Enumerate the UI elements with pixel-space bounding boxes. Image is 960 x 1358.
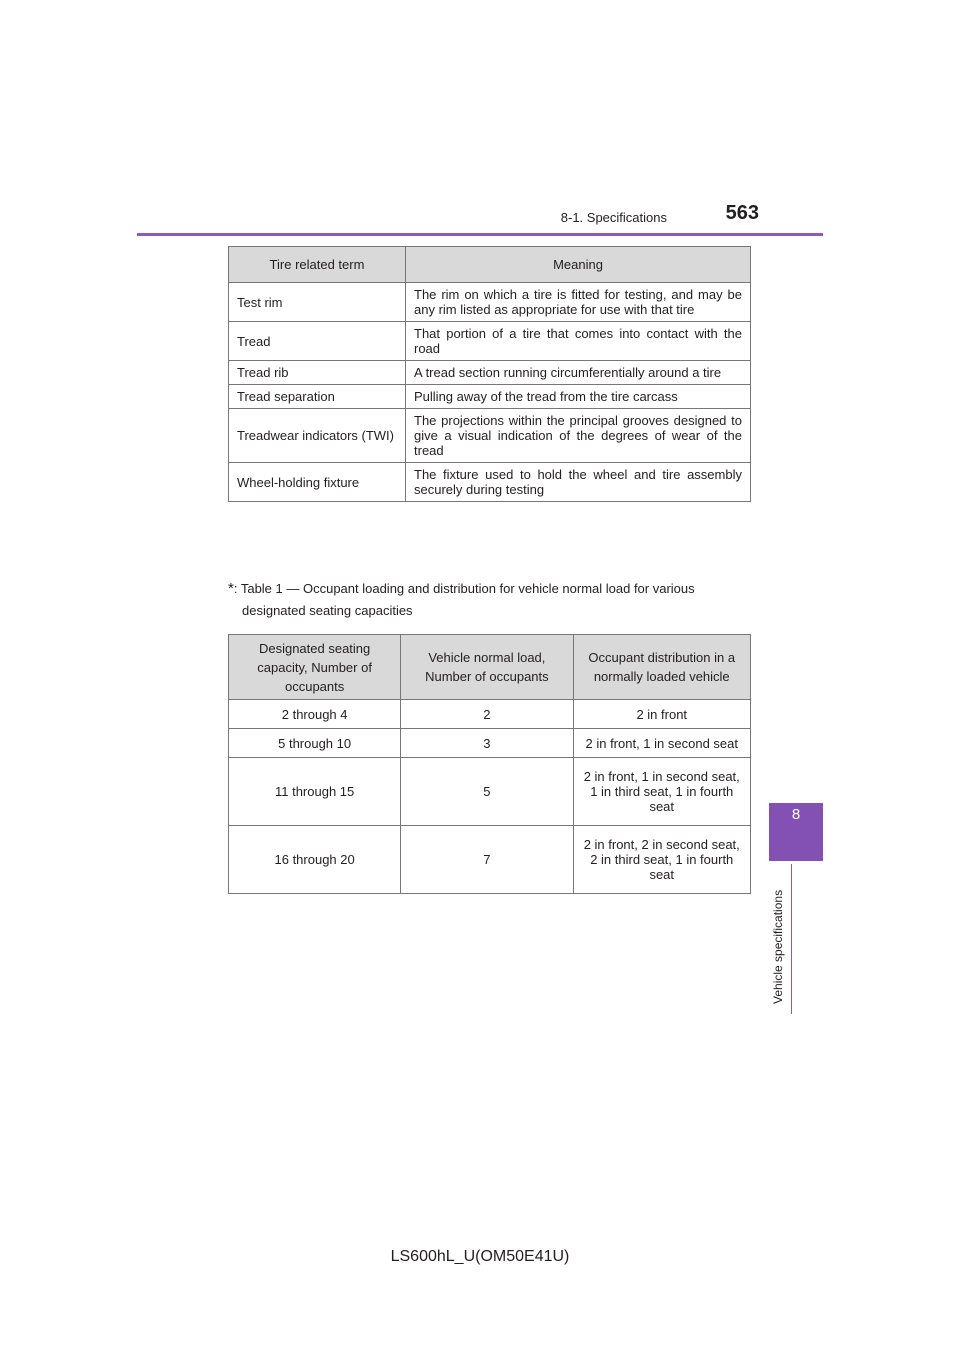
table-row — [229, 826, 751, 894]
column-header: Occupant distribution in a normally loaded vehicle — [573, 635, 751, 700]
occupant-loading-table — [228, 634, 751, 894]
table-row — [229, 385, 751, 409]
table-row — [229, 361, 751, 385]
column-header: Designated seating capacity, Number of occupants — [229, 635, 401, 700]
meaning-cell: The projections within the principal grooves designed to give a visual indication of the degrees of wear of the tread — [406, 409, 751, 463]
load-cell: 7 — [401, 826, 573, 894]
term-cell: Wheel-holding fixture — [229, 463, 406, 502]
footnote-line-2: designated seating capacities — [242, 603, 413, 618]
meaning-cell: Pulling away of the tread from the tire carcass — [406, 385, 751, 409]
table-row — [229, 463, 751, 502]
distribution-cell: 2 in front, 2 in second seat, 2 in third seat, 1 in fourth seat — [573, 826, 751, 894]
term-cell: Tread separation — [229, 385, 406, 409]
meaning-cell: A tread section running circumferentially around a tire — [406, 361, 751, 385]
table-row — [229, 729, 751, 758]
table-row — [229, 409, 751, 463]
distribution-cell: 2 in front, 1 in second seat, 1 in third seat, 1 in fourth seat — [573, 758, 751, 826]
load-cell: 2 — [401, 700, 573, 729]
term-cell: Tread — [229, 322, 406, 361]
column-header: Meaning — [406, 247, 751, 283]
table-row — [229, 322, 751, 361]
tire-terms-table — [228, 246, 751, 502]
distribution-cell: 2 in front — [573, 700, 751, 729]
distribution-cell: 2 in front, 1 in second seat — [573, 729, 751, 758]
table-header-row — [229, 247, 751, 283]
header-divider — [137, 233, 823, 236]
capacity-cell: 11 through 15 — [229, 758, 401, 826]
term-cell: Treadwear indicators (TWI) — [229, 409, 406, 463]
load-cell: 3 — [401, 729, 573, 758]
footnote-mark: * — [228, 580, 234, 597]
term-cell: Test rim — [229, 283, 406, 322]
column-header: Tire related term — [229, 247, 406, 283]
chapter-tab: 8 — [769, 803, 823, 861]
section-title: 8-1. Specifications — [560, 210, 667, 225]
meaning-cell: The fixture used to hold the wheel and tire assembly securely during testing — [406, 463, 751, 502]
footnote — [228, 578, 750, 622]
column-header: Vehicle normal load, Number of occupants — [401, 635, 573, 700]
capacity-cell: 16 through 20 — [229, 826, 401, 894]
load-cell: 5 — [401, 758, 573, 826]
chapter-label — [769, 864, 792, 1014]
document-code: LS600hL_U(OM50E41U) — [390, 1248, 570, 1265]
chapter-label-text: Vehicle specifications — [771, 889, 785, 1004]
capacity-cell: 2 through 4 — [229, 700, 401, 729]
page-number: 563 — [725, 202, 759, 224]
meaning-cell: That portion of a tire that comes into contact with the road — [406, 322, 751, 361]
table-header-row — [229, 635, 751, 700]
capacity-cell: 5 through 10 — [229, 729, 401, 758]
table-row — [229, 283, 751, 322]
page-header — [137, 200, 823, 236]
term-cell: Tread rib — [229, 361, 406, 385]
table-row — [229, 700, 751, 729]
table-row — [229, 758, 751, 826]
footnote-line-1: : Table 1 — Occupant loading and distribution for vehicle normal load for various — [233, 581, 695, 596]
meaning-cell: The rim on which a tire is fitted for testing, and may be any rim listed as appropriate for use with that tire — [406, 283, 751, 322]
